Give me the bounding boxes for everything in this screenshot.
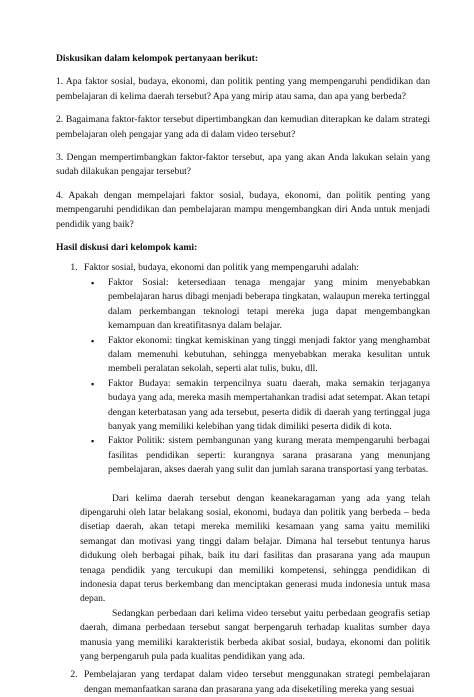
bullet-icon: ▪: [91, 378, 95, 389]
answer-2-text: Pembelajaran yang terdapat dalam video tersebut menggunakan strategi pembelajaran dengan memanfaatkan sarana dan prasarana yang ada diseketiling mereka yang sesuai: [84, 669, 430, 695]
factor-political-text: Faktor Politik: sistem pembangunan yang kurang merata mempengaruhi berbagai fasilitas pendidikan seperti: kurangnya sarana prasarana yang menunjang pembelajaran, akses daerah yang sulit dan jumlah sarana transportasi yang terbatas.: [108, 435, 430, 476]
answer-1-intro: Faktor sosial, budaya, ekonomi dan politik yang mempengaruhi adalah:: [84, 262, 359, 274]
question-3: 3. Dengan mempertimbangkan faktor-faktor tersebut, apa yang akan Anda lakukan selain yang sudah dilakukan pengajar tersebut?: [56, 152, 430, 178]
answer-item-1: [80, 261, 430, 664]
similarity-paragraph: Dari kelima daerah tersebut dengan keanekaragaman yang ada yang telah dipengaruhi oleh latar belakang sosial, ekonomi, budaya dan politik yang berbeda – beda disetiap daerah, akan tetapi mereka memiliki kesamaan yang sama yaitu memiliki semangat dan motivasi yang tinggi dalam belajar. Dimana hal tersebut tentunya harus didukung oleh berbagai pihak, baik itu dari fasilitas dan prasarana yang ada maupun tenaga pendidik yang tercukupi dan memiliki kompetensi, sehingga pendidikan di indonesia dapat terus berkembang dan menciptakan generasi muda indonesia untuk masa depan.: [80, 492, 430, 605]
results-heading: Hasil diskusi dari kelompok kami:: [56, 242, 198, 254]
factor-economic-text: Faktor ekonomi: tingkat kemiskinan yang tinggi menjadi faktor yang menghambat dalam memenuhi kebutuhan, sehingga menyebabkan meraka kesulitan untuk membeli peralatan sekolah, seperti alat tulis, buku, dll.: [108, 334, 430, 375]
bullet-icon: ▪: [91, 277, 95, 288]
factor-political: [91, 434, 430, 477]
factor-cultural: [91, 377, 430, 435]
difference-paragraph: Sedangkan perbedaan dari kelima video tersebut yaitu perbedaan geografis setiap daerah, dimana perbedaan tersebut sangat berpengaruh terhadap kualitas sumber daya manusia yang memiliki karakteristik berbeda akibat sosial, budaya, ekonomi dan politik yang berpengaruh pula pada kualitas pendidikan yang ada.: [80, 607, 430, 663]
factor-cultural-text: Faktor Budaya: semakin terpencilnya suatu daerah, maka semakin terjaganya budaya yang ada, mereka masih mempertahankan tradisi adat setempat. Akan tetapi dengan keterbatasan yang ada tersebut, peserta didik di daerah yang tertinggal juga banyak yang memiliki kelebihan yang tidak dimiliki peserta didik di kota.: [108, 377, 430, 432]
question-4: 4. Apakah dengan mempelajari faktor sosial, budaya, ekonomi, dan politik penting yang mempengaruhi pendidikan dan pembelajaran mampu mengembangkan diri Anda untuk menjadi pendidik yang baik?: [56, 189, 430, 230]
factor-economic: [91, 334, 430, 377]
factors-list: [84, 276, 430, 478]
question-1: 1. Apa faktor sosial, budaya, ekonomi, dan politik penting yang mempengaruhi pendidikan dan pembelajaran di kelima daerah tersebut? Apa yang mirip atau sama, dan apa yang berbeda?: [56, 76, 430, 102]
bullet-icon: ▪: [91, 335, 95, 346]
factor-social-text: Faktor Sosial: ketersediaan tenaga mengajar yang minim menyebabkan pembelajaran harus dibagi menjadi beberapa tingkatan, walaupun mereka tertinggal dalam perkembangan teknologi tetapi mereka juga dapat mengembangkan kemampuan dan kreatifitasnya dalam belajar.: [108, 276, 430, 332]
factor-social: [91, 276, 430, 334]
question-2: 2. Bagaimana faktor-faktor tersebut dipertimbangkan dan kemudian diterapkan ke dalam strategi pembelajaran oleh pengajar yang ada di dalam video tersebut?: [56, 114, 430, 140]
discussion-heading: Diskusikan dalam kelompok pertanyaan berikut:: [56, 53, 259, 64]
answer-item-2: [80, 668, 430, 697]
bullet-icon: ▪: [91, 436, 95, 447]
